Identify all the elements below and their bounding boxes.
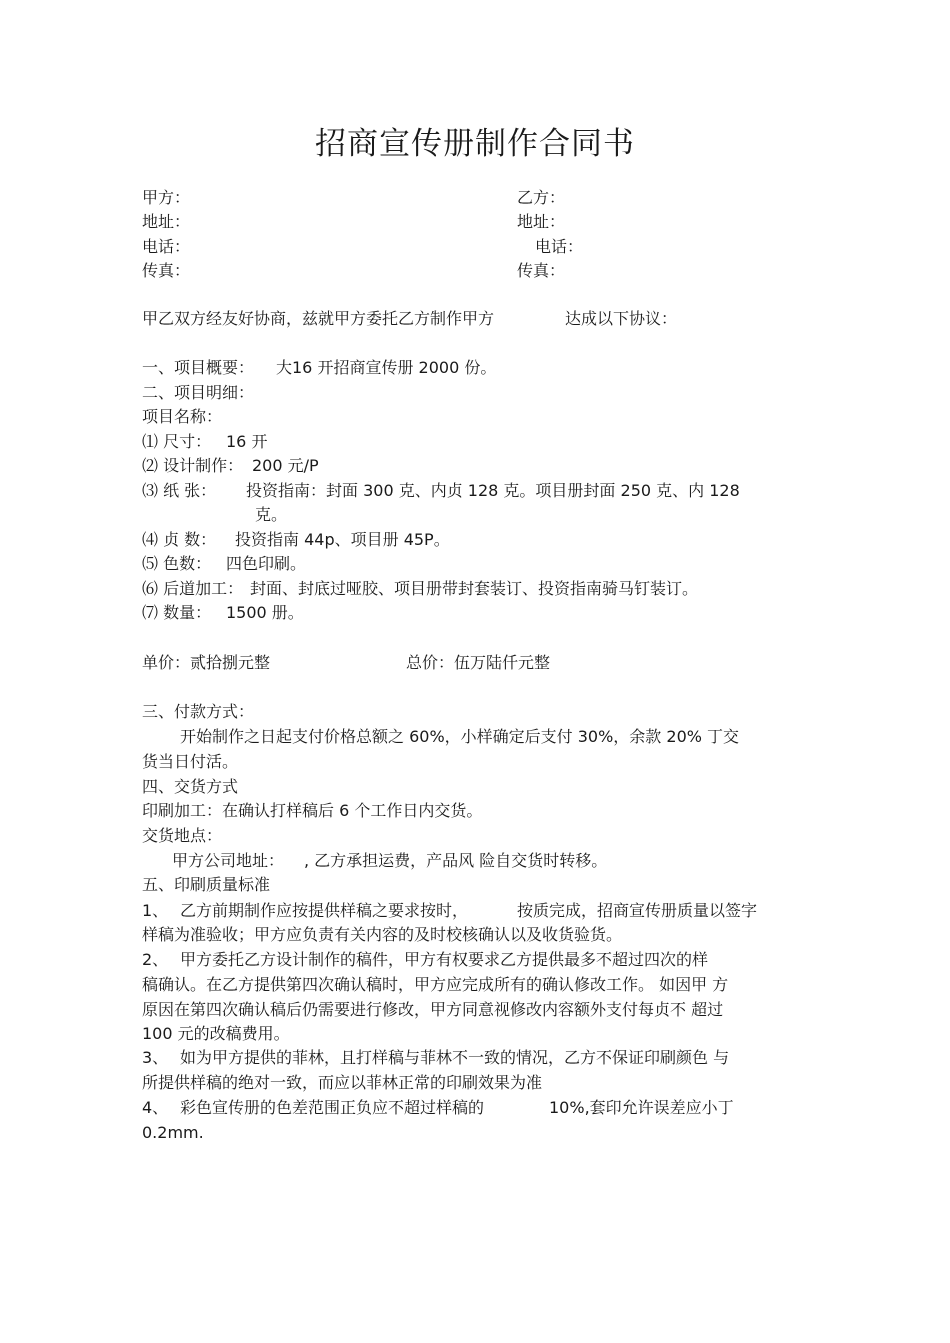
color-label: ⑸ 色数： <box>142 554 212 573</box>
paper-label: ⑶ 纸 张： <box>142 481 217 500</box>
payment-text: 开始制作之日起支付价格总额之 60%，小样确定后支付 30%，余款 20% 丁交 <box>180 727 740 746</box>
delivery-place-label: 交货地点： <box>142 826 223 845</box>
intro-text-end: 达成以下协议： <box>565 309 678 328</box>
quality-4-text-b: 10%,套印允许误差应小丁 <box>549 1098 734 1117</box>
design-value: 200 元/P <box>252 456 319 475</box>
document-title: 招商宣传册制作合同书 <box>315 126 635 162</box>
quality-1-number: 1、 <box>142 901 169 920</box>
party-b-phone: 电话： <box>535 237 584 256</box>
quality-4-text: 彩色宣传册的色差范围正负应不超过样稿的 <box>180 1098 485 1117</box>
quality-3-text-cont: 所提供样稿的绝对一致，而应以菲林正常的印刷效果为准 <box>142 1073 543 1092</box>
quality-2-text-cont3: 100 元的改稿费用。 <box>142 1024 290 1043</box>
party-a-address: 地址： <box>142 212 191 231</box>
post-process-value: 封面、封底过哑胶、项目册带封套装订、投资指南骑马钉装订。 <box>250 579 699 598</box>
party-a-label: 甲方： <box>142 188 191 207</box>
party-b-label: 乙方： <box>517 188 566 207</box>
quality-2-text-cont2: 原因在第四次确认稿后仍需要进行修改，甲方同意视修改内容额外支付每贞不 超过 <box>142 1000 724 1019</box>
section-2-heading: 二、项目明细： <box>142 383 255 402</box>
delivery-address-text: , 乙方承担运费，产品风 险自交货时转移。 <box>304 851 608 870</box>
party-a-phone: 电话： <box>142 237 191 256</box>
total-price: 总价：伍万陆仟元整 <box>406 653 551 672</box>
party-b-address: 地址： <box>517 212 566 231</box>
design-label: ⑵ 设计制作： <box>142 456 244 475</box>
section-5-heading: 五、印刷质量标准 <box>142 875 271 894</box>
delivery-address-label: 甲方公司地址： <box>172 851 285 870</box>
section-1-heading: 一、项目概要： <box>142 358 255 377</box>
pages-value: 投资指南 44p、项目册 45P。 <box>235 530 450 549</box>
quality-2-text: 甲方委托乙方设计制作的稿件，甲方有权要求乙方提供最多不超过四次的样 <box>180 950 709 969</box>
post-process-label: ⑹ 后道加工： <box>142 579 244 598</box>
quantity-value: 1500 册。 <box>226 603 304 622</box>
section-4-heading: 四、交货方式 <box>142 777 239 796</box>
party-a-fax: 传真： <box>142 261 191 280</box>
quality-1-text-b: 按质完成，招商宣传册质量以签字 <box>517 901 758 920</box>
item-name-label: 项目名称： <box>142 407 223 426</box>
color-value: 四色印刷。 <box>226 554 307 573</box>
delivery-time: 印刷加工：在确认打样稿后 6 个工作日内交货。 <box>142 801 483 820</box>
quality-3-text: 如为甲方提供的菲林，且打样稿与菲林不一致的情况，乙方不保证印刷颜色 与 <box>180 1048 730 1067</box>
unit-price: 单价：贰拾捌元整 <box>142 653 271 672</box>
paper-value-cont: 克。 <box>255 505 288 524</box>
quality-2-number: 2、 <box>142 950 169 969</box>
quantity-label: ⑺ 数量： <box>142 603 212 622</box>
size-label: ⑴ 尺寸： <box>142 432 212 451</box>
quality-1-text-cont: 样稿为准验收；甲方应负责有关内容的及时校核确认以及收货验货。 <box>142 925 623 944</box>
paper-value: 投资指南：封面 300 克、内贞 128 克。项目册封面 250 克、内 128 <box>246 481 740 500</box>
quality-2-text-cont: 稿确认。在乙方提供第四次确认稿时，甲方应完成所有的确认修改工作。 如因甲 方 <box>142 975 729 994</box>
payment-text-cont: 货当日付活。 <box>142 752 239 771</box>
intro-text: 甲乙双方经友好协商，兹就甲方委托乙方制作甲方 <box>142 309 495 328</box>
quality-3-number: 3、 <box>142 1048 169 1067</box>
section-3-heading: 三、付款方式： <box>142 702 255 721</box>
party-b-fax: 传真： <box>517 261 566 280</box>
quality-4-number: 4、 <box>142 1098 169 1117</box>
pages-label: ⑷ 贞 数： <box>142 530 217 549</box>
size-value: 16 开 <box>226 432 268 451</box>
quality-1-text: 乙方前期制作应按提供样稿之要求按时， <box>180 901 469 920</box>
quality-4-text-cont: 0.2mm. <box>142 1123 204 1142</box>
section-1-value: 大16 开招商宣传册 2000 份。 <box>276 358 497 377</box>
